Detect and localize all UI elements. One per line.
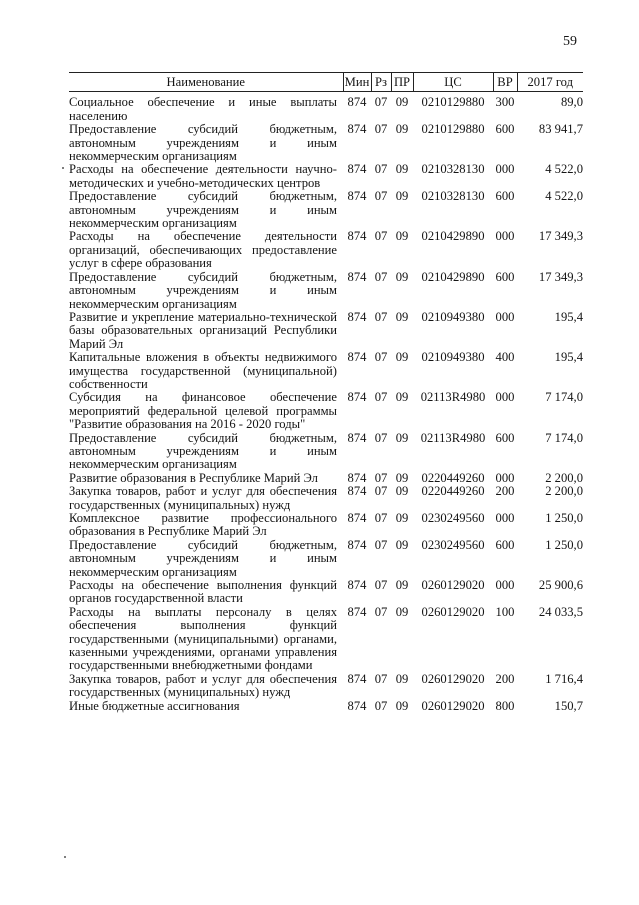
row-pr: 09 (395, 604, 409, 619)
row-name: Комплексное развитие профессионального образования в Республике Марий Эл (69, 511, 337, 539)
row-vr: 300 (495, 95, 515, 110)
row-sum: 24 033,5 (538, 604, 583, 619)
row-name: Капитальные вложения в объекты недвижимого имущества государственной (муниципальной) собственности (69, 350, 337, 391)
table-row (69, 485, 583, 512)
row-name: Социальное обеспечение и иные выплаты населению (69, 95, 337, 123)
header-vr: ВР (493, 73, 517, 92)
row-name: Предоставление субсидий бюджетным, автономным учреждениям и иным некоммерческим организациям (69, 537, 337, 579)
table-row (69, 351, 583, 391)
row-rz: 07 (374, 511, 388, 525)
row-pr: 09 (395, 122, 409, 137)
header-min: Мин (343, 73, 371, 92)
table-row (69, 123, 583, 163)
row-cs: 0260129020 (421, 604, 485, 619)
row-min: 874 (347, 189, 367, 204)
row-vr: 000 (495, 390, 515, 405)
row-pr: 09 (395, 162, 409, 177)
row-vr: 000 (495, 470, 515, 485)
row-cs: 0230249560 (421, 537, 485, 552)
row-cs: 02113R4980 (420, 430, 486, 445)
table-body (69, 92, 583, 713)
table-row (69, 311, 583, 351)
row-rz: 07 (374, 162, 388, 177)
row-min: 874 (347, 511, 367, 525)
row-pr: 09 (395, 269, 409, 284)
table-header (69, 73, 583, 92)
header-year: 2017 год (517, 73, 583, 92)
row-cs: 02113R4980 (420, 390, 486, 405)
row-cs: 0220449260 (421, 484, 485, 499)
row-sum: 25 900,6 (538, 578, 583, 593)
row-sum: 195,4 (554, 350, 583, 365)
row-pr: 09 (395, 95, 409, 110)
row-min: 874 (347, 671, 367, 686)
row-rz: 07 (374, 390, 388, 405)
row-name: Расходы на обеспечение деятельности научно-методических и учебно-методических центров (69, 162, 337, 190)
table-row (69, 163, 583, 190)
row-min: 874 (347, 162, 367, 177)
table-row (69, 700, 583, 713)
row-name: Развитие и укрепление материально-технической базы образовательных организаций Республики Марий Эл (69, 309, 337, 351)
row-pr: 09 (395, 511, 409, 525)
row-sum: 7 174,0 (545, 390, 583, 405)
row-sum: 150,7 (554, 698, 583, 713)
row-rz: 07 (374, 95, 388, 110)
row-pr: 09 (395, 189, 409, 204)
row-rz: 07 (374, 229, 388, 244)
row-cs: 0210328130 (421, 162, 485, 177)
row-sum: 83 941,7 (538, 122, 583, 137)
row-sum: 4 522,0 (545, 189, 583, 204)
row-sum: 89,0 (560, 95, 583, 110)
row-pr: 09 (395, 484, 409, 499)
row-rz: 07 (374, 350, 388, 365)
row-cs: 0210429890 (421, 269, 485, 284)
row-name: Иные бюджетные ассигнования (69, 698, 240, 713)
row-pr: 09 (395, 698, 409, 713)
row-vr: 400 (495, 350, 515, 365)
row-name: Субсидия на финансовое обеспечение мероприятий федеральной целевой программы "Развитие образования на 2016 - 2020 годы" (69, 390, 337, 432)
row-pr: 09 (395, 390, 409, 405)
row-vr: 200 (495, 484, 515, 499)
row-vr: 600 (495, 269, 515, 284)
row-cs: 0210949380 (421, 309, 485, 324)
table-row (69, 472, 583, 485)
row-vr: 000 (495, 511, 515, 525)
row-min: 874 (347, 578, 367, 593)
row-sum: 2 200,0 (545, 470, 583, 485)
row-name: Закупка товаров, работ и услуг для обеспечения государственных (муниципальных) нужд (69, 671, 337, 700)
row-vr: 800 (495, 698, 515, 713)
row-pr: 09 (395, 537, 409, 552)
row-sum: 1 716,4 (545, 671, 583, 686)
row-cs: 0220449260 (421, 470, 485, 485)
row-vr: 600 (495, 122, 515, 137)
row-pr: 09 (395, 578, 409, 593)
row-rz: 07 (374, 698, 388, 713)
row-rz: 07 (374, 484, 388, 499)
row-rz: 07 (374, 122, 388, 137)
row-rz: 07 (374, 578, 388, 593)
row-cs: 0210429890 (421, 229, 485, 244)
row-name: Расходы на обеспечение деятельности организаций, обеспечивающих предоставление услуг в сфере образования (69, 229, 337, 271)
row-name: Предоставление субсидий бюджетным, автономным учреждениям и иным некоммерческим организациям (69, 430, 337, 472)
row-name: Предоставление субсидий бюджетным, автономным учреждениям и иным некоммерческим организациям (69, 269, 337, 311)
row-rz: 07 (374, 189, 388, 204)
row-rz: 07 (374, 604, 388, 619)
row-vr: 600 (495, 189, 515, 204)
row-min: 874 (347, 537, 367, 552)
row-name: Расходы на обеспечение выполнения функций органов государственной власти (69, 578, 337, 606)
table-row (69, 230, 583, 270)
row-min: 874 (347, 350, 367, 365)
table-row (69, 539, 583, 579)
row-min: 874 (347, 698, 367, 713)
row-sum: 4 522,0 (545, 162, 583, 177)
row-vr: 200 (495, 671, 515, 686)
row-pr: 09 (395, 671, 409, 686)
row-min: 874 (347, 269, 367, 284)
row-vr: 000 (495, 229, 515, 244)
row-min: 874 (347, 390, 367, 405)
row-min: 874 (347, 95, 367, 110)
row-pr: 09 (395, 229, 409, 244)
table-row (69, 391, 583, 431)
row-cs: 0210129880 (421, 95, 485, 110)
header-name: Наименование (69, 73, 343, 92)
row-rz: 07 (374, 470, 388, 485)
row-vr: 000 (495, 162, 515, 177)
row-rz: 07 (374, 269, 388, 284)
row-vr: 100 (495, 604, 515, 619)
row-sum: 2 200,0 (545, 484, 583, 499)
row-cs: 0210949380 (421, 350, 485, 365)
scan-speck (62, 167, 64, 169)
row-pr: 09 (395, 309, 409, 324)
table-row (69, 606, 583, 673)
row-sum: 195,4 (554, 309, 583, 324)
row-min: 874 (347, 309, 367, 324)
row-vr: 600 (495, 537, 515, 552)
row-name: Закупка товаров, работ и услуг для обеспечения государственных (муниципальных) нужд (69, 484, 337, 512)
row-min: 874 (347, 484, 367, 499)
row-cs: 0210129880 (421, 122, 485, 137)
header-rz: Рз (371, 73, 391, 92)
row-sum: 17 349,3 (538, 229, 583, 244)
row-cs: 0260129020 (421, 671, 485, 686)
table-row (69, 432, 583, 472)
header-pr: ПР (391, 73, 413, 92)
row-min: 874 (347, 122, 367, 137)
row-name: Предоставление субсидий бюджетным, автономным учреждениям и иным некоммерческим организациям (69, 122, 337, 164)
row-name: Развитие образования в Республике Марий Эл (69, 470, 318, 485)
row-vr: 600 (495, 430, 515, 445)
row-rz: 07 (374, 671, 388, 686)
row-cs: 0230249560 (421, 511, 485, 525)
row-sum: 17 349,3 (538, 269, 583, 284)
row-sum: 1 250,0 (545, 537, 583, 552)
scan-speck (64, 856, 66, 858)
row-pr: 09 (395, 470, 409, 485)
table-row (69, 271, 583, 311)
row-sum: 7 174,0 (545, 430, 583, 445)
page-number: 59 (563, 34, 577, 49)
row-cs: 0260129020 (421, 698, 485, 713)
row-min: 874 (347, 470, 367, 485)
row-min: 874 (347, 430, 367, 445)
row-rz: 07 (374, 309, 388, 324)
row-name: Расходы на выплаты персоналу в целях обеспечения выполнения функций государственными (муниципальными) органами, казенными учреждениями, органами управления государственными внебюджетными фондами (69, 604, 337, 673)
row-pr: 09 (395, 430, 409, 445)
row-rz: 07 (374, 430, 388, 445)
row-cs: 0210328130 (421, 189, 485, 204)
row-cs: 0260129020 (421, 578, 485, 593)
table-row (69, 96, 583, 123)
row-rz: 07 (374, 537, 388, 552)
header-cs: ЦС (413, 73, 493, 92)
table-row (69, 673, 583, 700)
row-min: 874 (347, 604, 367, 619)
row-pr: 09 (395, 350, 409, 365)
row-vr: 000 (495, 309, 515, 324)
budget-table (69, 72, 583, 713)
row-vr: 000 (495, 578, 515, 593)
row-name: Предоставление субсидий бюджетным, автономным учреждениям и иным некоммерческим организациям (69, 189, 337, 231)
table-row (69, 512, 583, 539)
row-min: 874 (347, 229, 367, 244)
row-sum: 1 250,0 (545, 511, 583, 525)
table-row (69, 579, 583, 606)
table-row (69, 190, 583, 230)
